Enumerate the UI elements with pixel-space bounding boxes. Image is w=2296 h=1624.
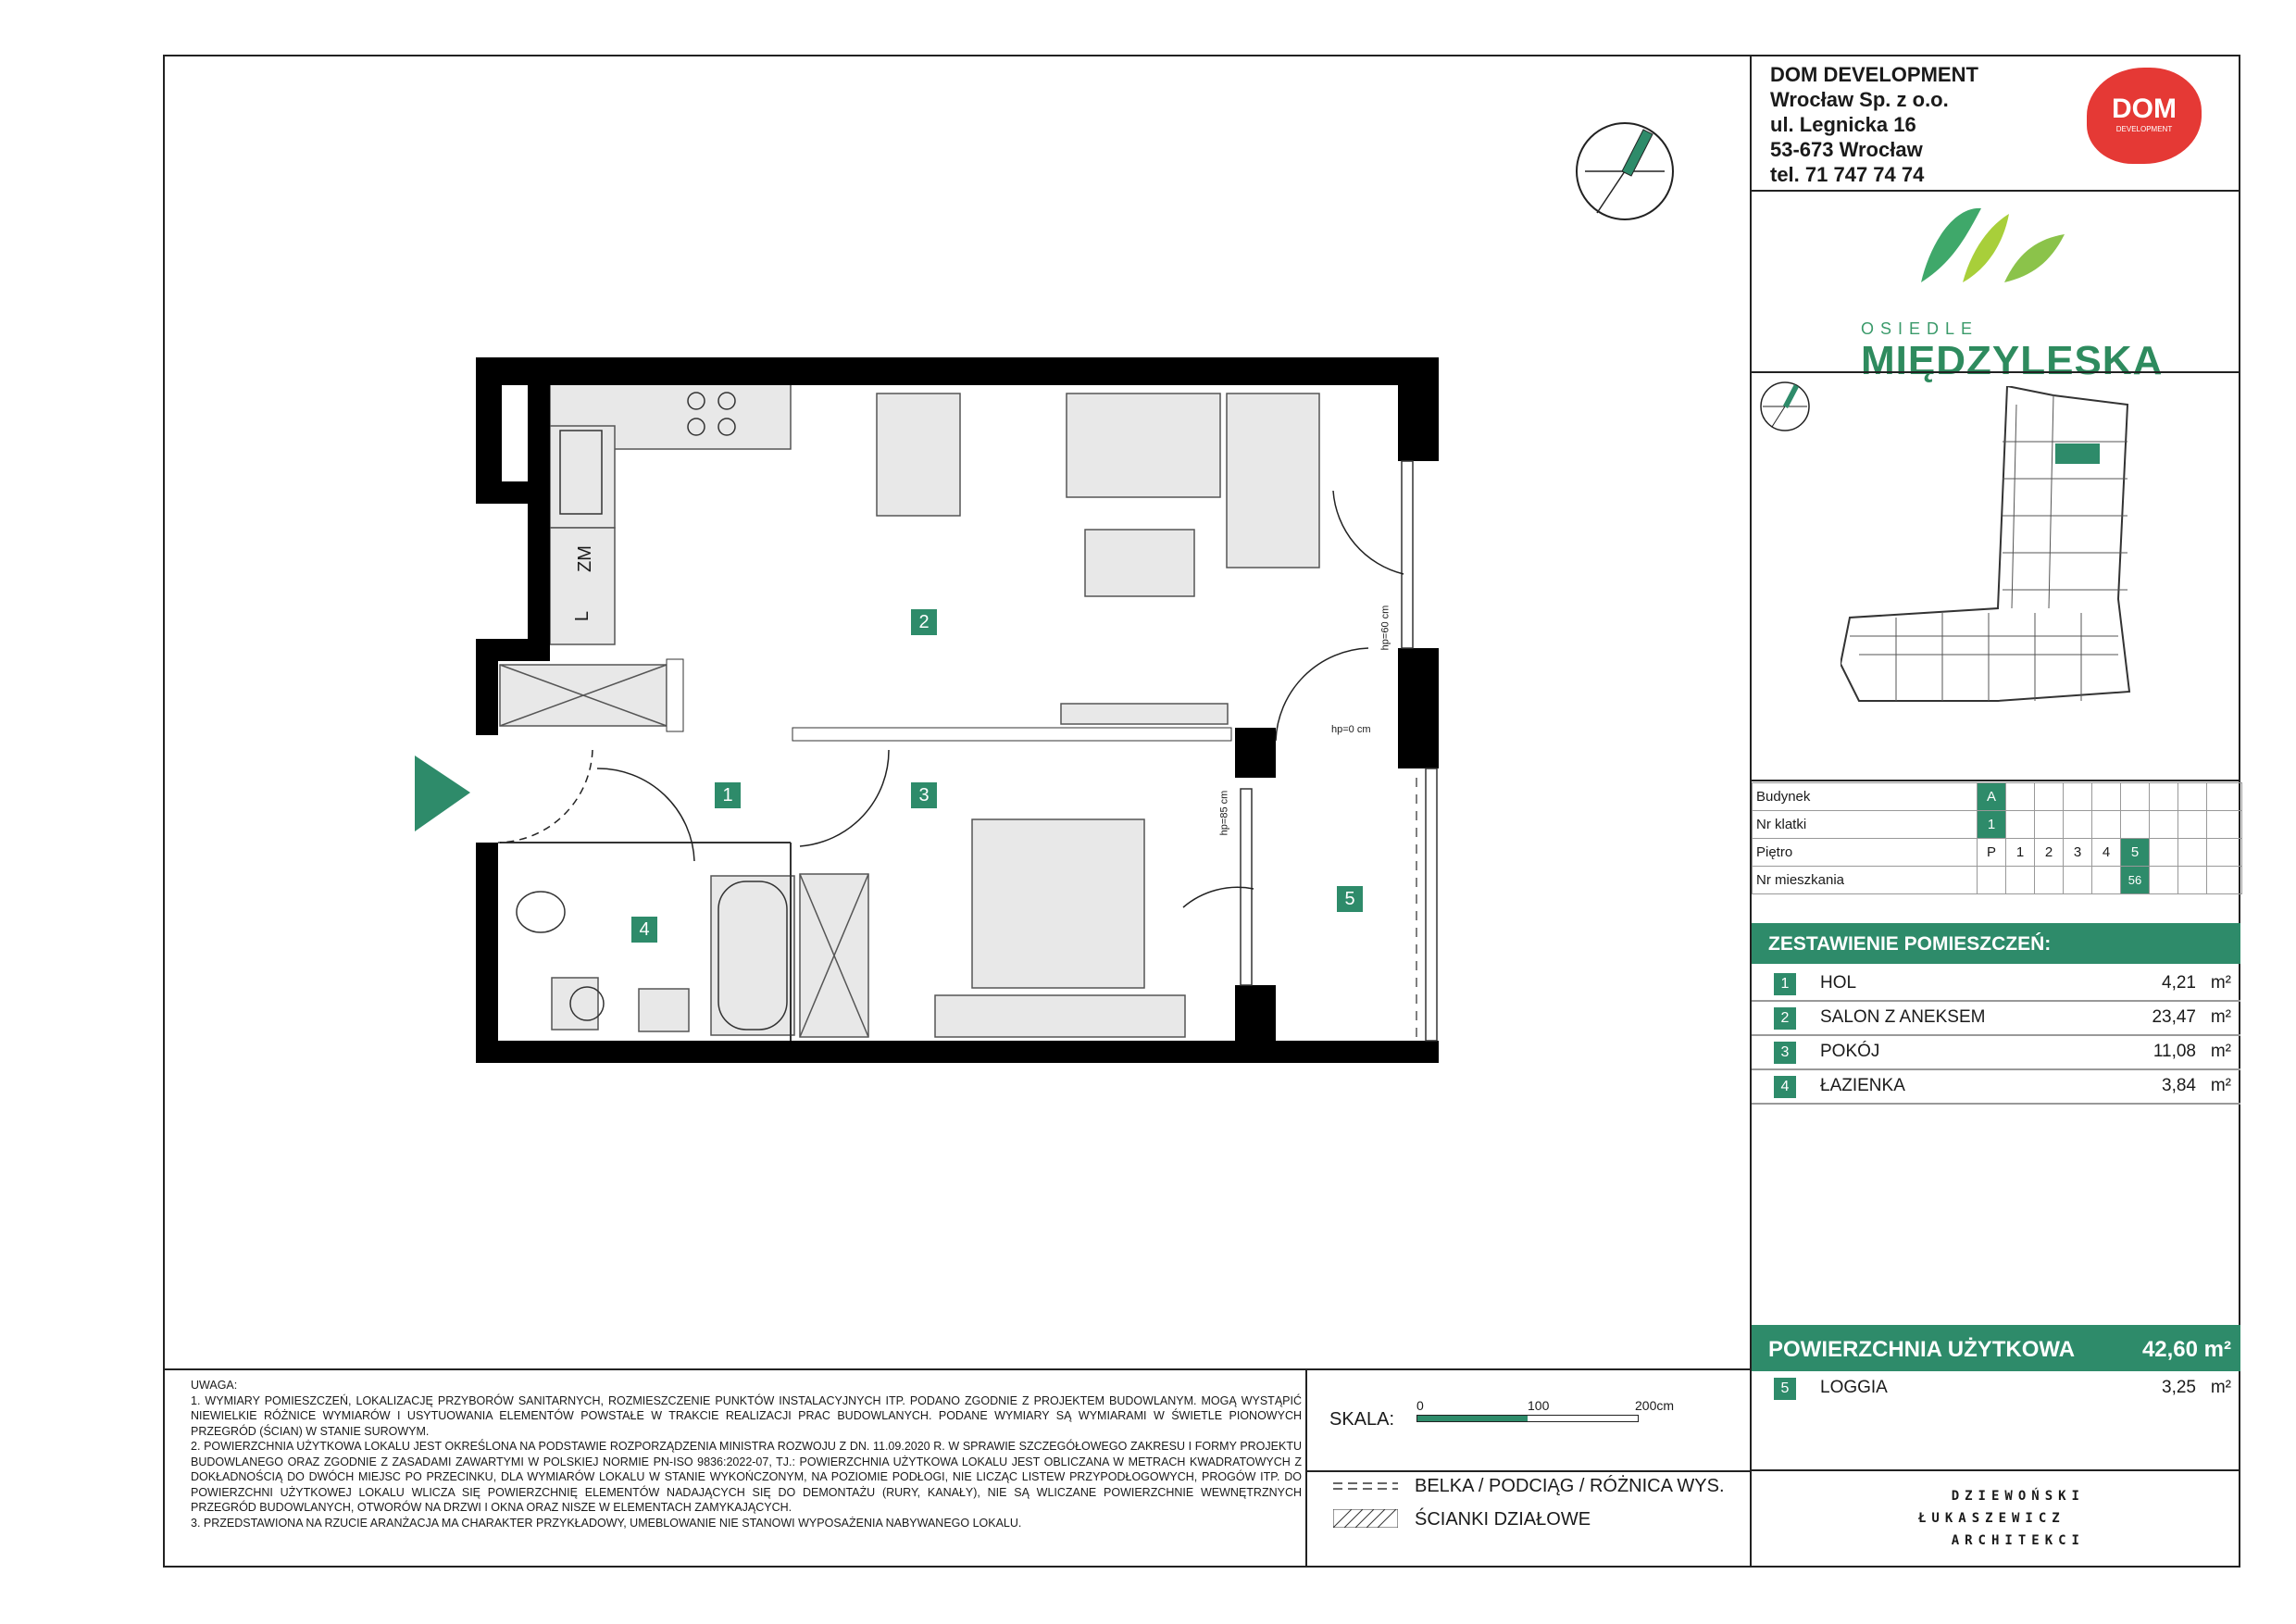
scale-bar	[1416, 1415, 1639, 1422]
usable-area-value: 42,60 m²	[2141, 1337, 2231, 1362]
building-key-plan	[1841, 386, 2146, 756]
number-value: 56	[2121, 867, 2150, 894]
room-tag-1: 1	[715, 782, 741, 808]
floor-p: P	[1978, 839, 2006, 867]
height-label-85: hp=85 cm	[1218, 790, 1230, 836]
beam-legend-icon	[1333, 1480, 1398, 1491]
company-address: DOM DEVELOPMENT Wrocław Sp. z o.o. ul. Legnicka 16 53-673 Wrocław tel. 71 747 74 74	[1770, 63, 1978, 186]
room-tag-3: 3	[911, 782, 937, 808]
kitchen-label-zm: ZM	[574, 545, 595, 572]
scale-tick-0: 0	[1416, 1398, 1424, 1413]
mini-compass-icon	[1759, 381, 1811, 432]
scale-tick-100: 100	[1528, 1398, 1550, 1413]
loggia-row: 5 LOGGIA 3,25 m²	[1752, 1371, 2240, 1405]
floor-1: 1	[2006, 839, 2035, 867]
room-tag-5: 5	[1337, 886, 1363, 912]
room-row-4: 4 ŁAZIENKA 3,84 m²	[1752, 1069, 2240, 1105]
north-compass-icon	[1574, 120, 1676, 222]
building-value: A	[1978, 783, 2006, 811]
miedzyleska-logo-icon	[1916, 197, 2074, 290]
partition-legend-icon	[1333, 1509, 1398, 1528]
scale-label: SKALA:	[1329, 1409, 1395, 1430]
floor-4: 4	[2092, 839, 2121, 867]
floor-label: Piętro	[1753, 839, 1978, 867]
brand-title: MIĘDZYLESKA	[1861, 338, 2164, 383]
number-label: Nr mieszkania	[1753, 867, 1978, 894]
room-row-1: 1 HOL 4,21 m²	[1752, 967, 2240, 1002]
kitchen-label-l: L	[572, 610, 593, 622]
title-block	[1750, 55, 2240, 1568]
usable-area-label: POWIERZCHNIA UŻYTKOWA	[1768, 1337, 2076, 1362]
floor-3: 3	[2064, 839, 2092, 867]
floor-5: 5	[2121, 839, 2150, 867]
height-label-0: hp=0 cm	[1331, 724, 1371, 735]
note-2: 2. POWIERZCHNIA UŻYTKOWA LOKALU JEST OKREŚLONA NA PODSTAWIE ROZPORZĄDZENIA MINISTRA ROZWOJU Z DN. 11.09.2020 R. W SPRAWIE SZCZEGÓŁOWEGO ZAKRESU I FORMY PROJEKTU BUDOWLANEGO ORAZ ZGODNIE Z ZASADAMI ZAWARTYMI W POLSKIEJ NORMIE PN-ISO 9836:2022-07, TJ.: POWIERZCHNIA UŻYTKOWA LOKALU JEST OBLICZANA W METRACH KWADRATOWYCH Z DOKŁADNOŚCIĄ DO DWÓCH MIEJSC PO PRZECINKU, DLA WYMIARÓW LOKALU W STANIE WYKOŃCZONYM, NA POZIOMIE PODŁOGI, NIE LICZĄC LISTEW PRZYPODŁOGOWYCH, PROGÓW ITP. DO POWIERZCHNI UŻYTKOWEJ LOKALU WLICZA SIĘ POWIERZCHNIĘ ELEMENTÓW NADAJĄCYCH SIĘ DO DEMONTAŻU (RURY, KANAŁY), NIE SĄ WLICZANE POWIERZCHNIE WEWNĘTRZNYCH PRZEGRÓD BUDOWLANYCH, OTWORÓW NA DRZWI I OKNA ORAZ NISZE W ELEMENTACH ZAMYKAJĄCYCH.	[191, 1440, 1302, 1514]
building-label: Budynek	[1753, 783, 1978, 811]
room-tag-2: 2	[911, 609, 937, 635]
legend-partition-label: ŚCIANKI DZIAŁOWE	[1415, 1509, 1591, 1530]
stairwell-label: Nr klatki	[1753, 811, 1978, 839]
stairwell-value: 1	[1978, 811, 2006, 839]
dom-development-logo: DOM DEVELOPMENT	[2087, 68, 2202, 164]
notes-block	[191, 1378, 1302, 1530]
legend-beam-label: BELKA / PODCIĄG / RÓŻNICA WYS.	[1415, 1476, 1725, 1496]
note-3: 3. PRZEDSTAWIONA NA RZUCIE ARANŻACJA MA CHARAKTER PRZYKŁADOWY, UMEBLOWANIE NIE STANOWI WYPOSAŻENIA NABYWANEGO LOKALU.	[191, 1516, 1022, 1530]
room-row-3: 3 POKÓJ 11,08 m²	[1752, 1035, 2240, 1070]
rooms-header: ZESTAWIENIE POMIESZCZEŃ:	[1752, 923, 2240, 964]
scale-tick-200: 200cm	[1635, 1398, 1675, 1413]
notes-title: UWAGA:	[191, 1379, 238, 1392]
height-label-60: hp=60 cm	[1379, 605, 1391, 651]
apartment-info-table	[1752, 782, 2242, 894]
usable-area-bar	[1752, 1325, 2240, 1371]
entrance-arrow-icon	[415, 756, 470, 831]
floor-2: 2	[2035, 839, 2064, 867]
room-row-2: 2 SALON Z ANEKSEM 23,47 m²	[1752, 1001, 2240, 1036]
selected-unit-marker	[2055, 443, 2100, 464]
architect-logo: DZIEWOŃSKI ŁUKASZEWICZ ARCHITEKCI	[1918, 1489, 2085, 1548]
brand-name: OSIEDLE	[1861, 319, 1979, 338]
room-tag-4: 4	[631, 917, 657, 943]
note-1: 1. WYMIARY POMIESZCZEŃ, LOKALIZACJĘ PRZYBORÓW SANITARNYCH, ROZMIESZCZENIE PUNKTÓW INSTALACYJNYCH ITP. PODANO ZGODNIE Z PROJEKTEM BUDOWLANYM. MOGĄ WYSTĄPIĆ NIEWIELKIE RÓŻNICE WYMIARÓW I USYTUOWANIA ELEMENTÓW POWSTAŁE W TRAKCIE REALIZACJI PRAC BUDOWLANYCH. PODANE WYMIARY SĄ WYMIARAMI W ŚWIETLE PIONOWYCH PRZEGRÓD (ŚCIAN) W STANIE SUROWYM.	[191, 1393, 1302, 1438]
floor-plan	[407, 352, 1454, 1074]
